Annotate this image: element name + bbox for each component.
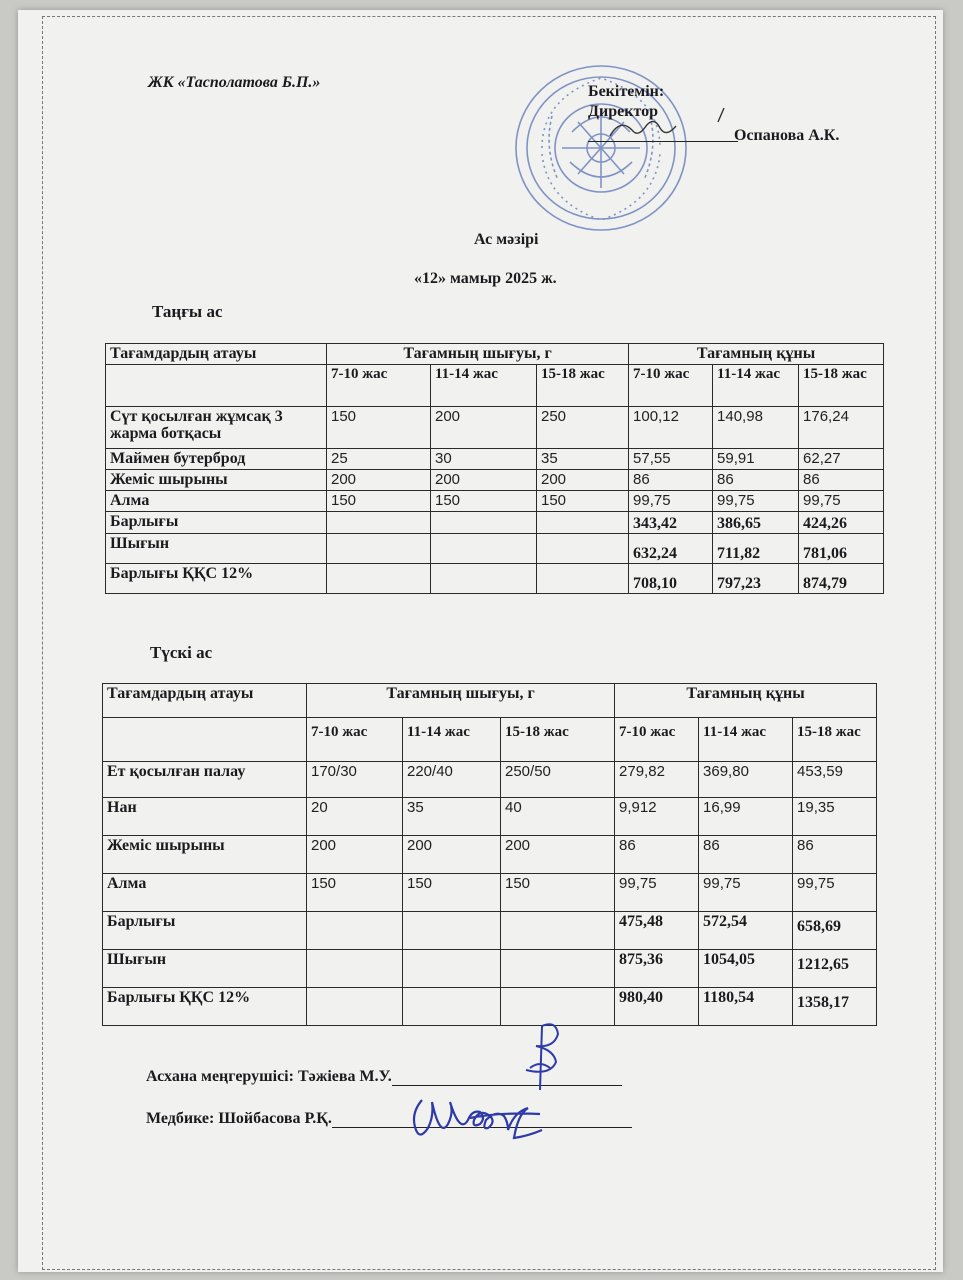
total-row (106, 512, 884, 534)
table-row (106, 407, 884, 449)
header-empty (103, 718, 307, 762)
dish-name: Ет қосылған палау (103, 762, 307, 798)
table-row (103, 762, 877, 798)
dish-name: Алма (106, 491, 327, 512)
output-value: 150 (431, 491, 537, 512)
header-cost-age-15-18: 15-18 жас (793, 718, 877, 762)
director-signature (600, 102, 740, 150)
output-value: 250 (537, 407, 629, 449)
total-row (106, 564, 884, 594)
header-cost-age-7-10: 7-10 жас (615, 718, 699, 762)
header-output: Тағамның шығуы, г (327, 344, 629, 365)
total-value: 424,26 (799, 512, 884, 534)
total-value: 632,24 (629, 534, 713, 564)
total-value: 708,10 (629, 564, 713, 594)
total-label: Барлығы (103, 912, 307, 950)
total-value: 1358,17 (793, 988, 877, 1026)
breakfast-title: Таңғы ас (152, 302, 223, 321)
total-row (106, 534, 884, 564)
total-value: 1054,05 (699, 950, 793, 988)
total-row (103, 912, 877, 950)
cost-value: 99,75 (713, 491, 799, 512)
output-value: 200 (431, 407, 537, 449)
total-value: 874,79 (799, 564, 884, 594)
header-cost: Тағамның құны (615, 684, 877, 718)
total-value: 1180,54 (699, 988, 793, 1026)
header-cost: Тағамның құны (629, 344, 884, 365)
total-value: 797,23 (713, 564, 799, 594)
cost-value: 86 (629, 470, 713, 491)
total-value: 475,48 (615, 912, 699, 950)
header-age-15-18: 15-18 жас (501, 718, 615, 762)
dish-name: Жеміс шырыны (103, 836, 307, 874)
output-value: 35 (537, 449, 629, 470)
header-age-7-10: 7-10 жас (327, 365, 431, 407)
total-value: 711,82 (713, 534, 799, 564)
header-cost-age-7-10: 7-10 жас (629, 365, 713, 407)
output-value: 25 (327, 449, 431, 470)
total-value: 980,40 (615, 988, 699, 1026)
cost-value: 62,27 (799, 449, 884, 470)
output-value: 40 (501, 798, 615, 836)
lunch-title: Түскі ас (150, 643, 213, 662)
table-row (103, 798, 877, 836)
nurse-label: Медбике: Шойбасова Р.Қ. (146, 1110, 332, 1127)
cost-value: 279,82 (615, 762, 699, 798)
cost-value: 99,75 (799, 491, 884, 512)
output-value: 35 (403, 798, 501, 836)
cost-value: 86 (615, 836, 699, 874)
cost-value: 99,75 (615, 874, 699, 912)
total-label: Барлығы (106, 512, 327, 534)
total-value: 875,36 (615, 950, 699, 988)
cost-value: 86 (799, 470, 884, 491)
cost-value: 369,80 (699, 762, 793, 798)
output-value: 150 (307, 874, 403, 912)
header-empty (106, 365, 327, 407)
output-value: 30 (431, 449, 537, 470)
canteen-head-label: Асхана меңгерушісі: Тәжіева М.У. (146, 1068, 392, 1085)
header-dish-name: Тағамдардың атауы (103, 684, 307, 718)
dish-name: Сүт қосылған жұмсақ 3 жарма ботқасы (106, 407, 327, 449)
breakfast-table (105, 343, 884, 594)
total-row (103, 950, 877, 988)
header-age-11-14: 11-14 жас (431, 365, 537, 407)
cost-value: 59,91 (713, 449, 799, 470)
total-value: 386,65 (713, 512, 799, 534)
dish-name: Жеміс шырыны (106, 470, 327, 491)
table-row (106, 449, 884, 470)
cost-value: 140,98 (713, 407, 799, 449)
cost-value: 16,99 (699, 798, 793, 836)
output-value: 150 (501, 874, 615, 912)
table-row (103, 836, 877, 874)
total-value: 572,54 (699, 912, 793, 950)
dish-name: Алма (103, 874, 307, 912)
approve-label: Бекітемін: (588, 83, 665, 100)
output-value: 200 (431, 470, 537, 491)
total-value: 781,06 (799, 534, 884, 564)
total-value: 1212,65 (793, 950, 877, 988)
cost-value: 86 (793, 836, 877, 874)
nurse-signature (400, 1082, 580, 1152)
output-value: 200 (307, 836, 403, 874)
cost-value: 19,35 (793, 798, 877, 836)
output-value: 200 (537, 470, 629, 491)
output-value: 250/50 (501, 762, 615, 798)
total-label: Шығын (103, 950, 307, 988)
cost-value: 99,75 (629, 491, 713, 512)
output-value: 20 (307, 798, 403, 836)
output-value: 150 (327, 491, 431, 512)
total-label: Барлығы ҚҚС 12% (106, 564, 327, 594)
output-value: 220/40 (403, 762, 501, 798)
output-value: 170/30 (307, 762, 403, 798)
cost-value: 57,55 (629, 449, 713, 470)
total-label: Шығын (106, 534, 327, 564)
output-value: 150 (327, 407, 431, 449)
output-value: 200 (501, 836, 615, 874)
header-cost-age-15-18: 15-18 жас (799, 365, 884, 407)
total-row (103, 988, 877, 1026)
dish-name: Маймен бутерброд (106, 449, 327, 470)
lunch-table (102, 683, 877, 1026)
cost-value: 9,912 (615, 798, 699, 836)
output-value: 200 (403, 836, 501, 874)
output-value: 150 (403, 874, 501, 912)
table-row (106, 470, 884, 491)
cost-value: 453,59 (793, 762, 877, 798)
document-title: Ас мәзірі (474, 231, 539, 248)
cost-value: 86 (713, 470, 799, 491)
total-value: 658,69 (793, 912, 877, 950)
header-age-11-14: 11-14 жас (403, 718, 501, 762)
header-cost-age-11-14: 11-14 жас (713, 365, 799, 407)
header-dish-name: Тағамдардың атауы (106, 344, 327, 365)
dish-name: Нан (103, 798, 307, 836)
header-cost-age-11-14: 11-14 жас (699, 718, 793, 762)
cost-value: 99,75 (793, 874, 877, 912)
position-label: Директор (588, 103, 658, 120)
output-value: 200 (327, 470, 431, 491)
table-row (103, 874, 877, 912)
cost-value: 99,75 (699, 874, 793, 912)
cost-value: 176,24 (799, 407, 884, 449)
cost-value: 86 (699, 836, 793, 874)
total-label: Барлығы ҚҚС 12% (103, 988, 307, 1026)
director-name: Оспанова А.К. (734, 127, 840, 144)
organization-name: ЖК «Тасполатова Б.П.» (148, 74, 321, 91)
table-row (106, 491, 884, 512)
header-age-7-10: 7-10 жас (307, 718, 403, 762)
header-output: Тағамның шығуы, г (307, 684, 615, 718)
document-date: «12» мамыр 2025 ж. (414, 270, 557, 287)
cost-value: 100,12 (629, 407, 713, 449)
total-value: 343,42 (629, 512, 713, 534)
output-value: 150 (537, 491, 629, 512)
header-age-15-18: 15-18 жас (537, 365, 629, 407)
